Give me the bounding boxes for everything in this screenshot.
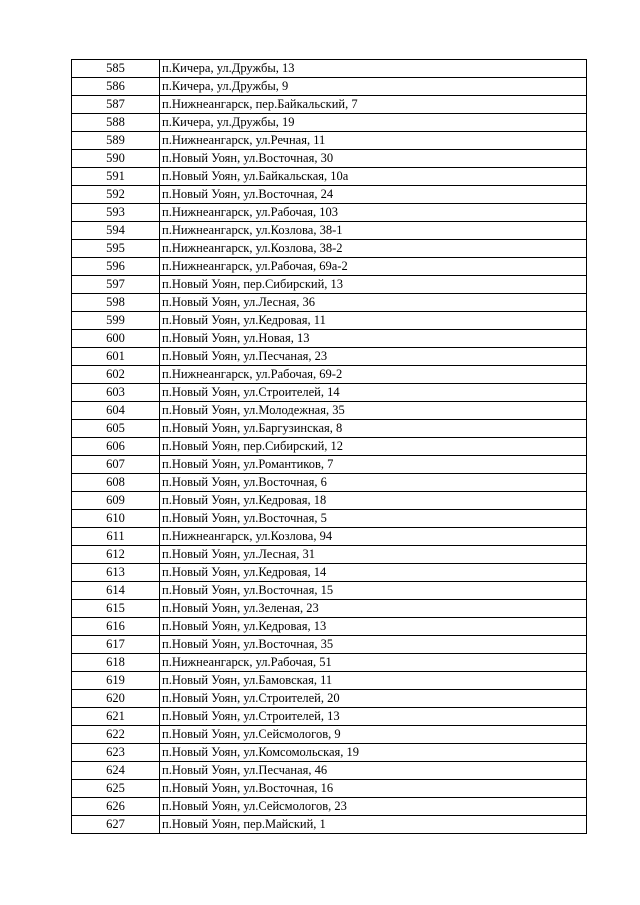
address-cell: п.Новый Уоян, ул.Байкальская, 10а bbox=[160, 168, 587, 186]
row-number-cell: 596 bbox=[72, 258, 160, 276]
table-row bbox=[72, 618, 587, 636]
row-number-cell: 586 bbox=[72, 78, 160, 96]
table-row bbox=[72, 78, 587, 96]
address-cell: п.Новый Уоян, ул.Строителей, 20 bbox=[160, 690, 587, 708]
row-number-cell: 587 bbox=[72, 96, 160, 114]
address-cell: п.Новый Уоян, пер.Майский, 1 bbox=[160, 816, 587, 834]
address-cell: п.Новый Уоян, ул.Баргузинская, 8 bbox=[160, 420, 587, 438]
table-row bbox=[72, 132, 587, 150]
row-number-cell: 592 bbox=[72, 186, 160, 204]
row-number-cell: 605 bbox=[72, 420, 160, 438]
address-cell: п.Новый Уоян, пер.Сибирский, 12 bbox=[160, 438, 587, 456]
table-row bbox=[72, 816, 587, 834]
table-row bbox=[72, 312, 587, 330]
address-cell: п.Кичера, ул.Дружбы, 9 bbox=[160, 78, 587, 96]
address-cell: п.Новый Уоян, ул.Комсомольская, 19 bbox=[160, 744, 587, 762]
row-number-cell: 595 bbox=[72, 240, 160, 258]
table-row bbox=[72, 780, 587, 798]
row-number-cell: 621 bbox=[72, 708, 160, 726]
row-number-cell: 624 bbox=[72, 762, 160, 780]
table-row bbox=[72, 240, 587, 258]
address-cell: п.Новый Уоян, ул.Восточная, 35 bbox=[160, 636, 587, 654]
table-row bbox=[72, 564, 587, 582]
table-row bbox=[72, 402, 587, 420]
address-cell: п.Новый Уоян, ул.Восточная, 6 bbox=[160, 474, 587, 492]
address-table bbox=[71, 59, 587, 834]
row-number-cell: 616 bbox=[72, 618, 160, 636]
table-row bbox=[72, 546, 587, 564]
address-cell: п.Новый Уоян, ул.Романтиков, 7 bbox=[160, 456, 587, 474]
row-number-cell: 613 bbox=[72, 564, 160, 582]
table-row bbox=[72, 150, 587, 168]
table-row bbox=[72, 96, 587, 114]
address-cell: п.Нижнеангарск, ул.Рабочая, 103 bbox=[160, 204, 587, 222]
address-cell: п.Нижнеангарск, пер.Байкальский, 7 bbox=[160, 96, 587, 114]
row-number-cell: 612 bbox=[72, 546, 160, 564]
row-number-cell: 617 bbox=[72, 636, 160, 654]
row-number-cell: 604 bbox=[72, 402, 160, 420]
address-cell: п.Новый Уоян, ул.Сейсмологов, 23 bbox=[160, 798, 587, 816]
table-row bbox=[72, 636, 587, 654]
row-number-cell: 597 bbox=[72, 276, 160, 294]
address-cell: п.Новый Уоян, пер.Сибирский, 13 bbox=[160, 276, 587, 294]
row-number-cell: 602 bbox=[72, 366, 160, 384]
address-cell: п.Новый Уоян, ул.Бамовская, 11 bbox=[160, 672, 587, 690]
table-row bbox=[72, 348, 587, 366]
table-row bbox=[72, 384, 587, 402]
address-cell: п.Новый Уоян, ул.Зеленая, 23 bbox=[160, 600, 587, 618]
row-number-cell: 589 bbox=[72, 132, 160, 150]
table-row bbox=[72, 438, 587, 456]
table-row bbox=[72, 600, 587, 618]
address-cell: п.Новый Уоян, ул.Кедровая, 13 bbox=[160, 618, 587, 636]
table-row bbox=[72, 510, 587, 528]
address-cell: п.Нижнеангарск, ул.Козлова, 94 bbox=[160, 528, 587, 546]
address-cell: п.Нижнеангарск, ул.Рабочая, 51 bbox=[160, 654, 587, 672]
address-cell: п.Новый Уоян, ул.Лесная, 36 bbox=[160, 294, 587, 312]
table-row bbox=[72, 708, 587, 726]
table-row bbox=[72, 528, 587, 546]
address-cell: п.Нижнеангарск, ул.Рабочая, 69-2 bbox=[160, 366, 587, 384]
table-row bbox=[72, 114, 587, 132]
table-row bbox=[72, 420, 587, 438]
row-number-cell: 625 bbox=[72, 780, 160, 798]
address-cell: п.Кичера, ул.Дружбы, 19 bbox=[160, 114, 587, 132]
row-number-cell: 608 bbox=[72, 474, 160, 492]
table-row bbox=[72, 204, 587, 222]
address-cell: п.Нижнеангарск, ул.Козлова, 38-1 bbox=[160, 222, 587, 240]
table-row bbox=[72, 798, 587, 816]
row-number-cell: 590 bbox=[72, 150, 160, 168]
address-cell: п.Новый Уоян, ул.Восточная, 16 bbox=[160, 780, 587, 798]
table-row bbox=[72, 492, 587, 510]
table-row bbox=[72, 582, 587, 600]
row-number-cell: 611 bbox=[72, 528, 160, 546]
row-number-cell: 600 bbox=[72, 330, 160, 348]
row-number-cell: 601 bbox=[72, 348, 160, 366]
address-cell: п.Новый Уоян, ул.Строителей, 13 bbox=[160, 708, 587, 726]
address-cell: п.Нижнеангарск, ул.Козлова, 38-2 bbox=[160, 240, 587, 258]
table-row bbox=[72, 60, 587, 78]
row-number-cell: 599 bbox=[72, 312, 160, 330]
table-row bbox=[72, 222, 587, 240]
table-row bbox=[72, 762, 587, 780]
address-cell: п.Новый Уоян, ул.Песчаная, 46 bbox=[160, 762, 587, 780]
table-row bbox=[72, 726, 587, 744]
row-number-cell: 627 bbox=[72, 816, 160, 834]
row-number-cell: 594 bbox=[72, 222, 160, 240]
table-row bbox=[72, 474, 587, 492]
row-number-cell: 626 bbox=[72, 798, 160, 816]
row-number-cell: 598 bbox=[72, 294, 160, 312]
table-row bbox=[72, 276, 587, 294]
table-row bbox=[72, 294, 587, 312]
table-row bbox=[72, 744, 587, 762]
row-number-cell: 620 bbox=[72, 690, 160, 708]
table-row bbox=[72, 330, 587, 348]
row-number-cell: 603 bbox=[72, 384, 160, 402]
address-cell: п.Нижнеангарск, ул.Речная, 11 bbox=[160, 132, 587, 150]
address-table-body bbox=[72, 60, 587, 834]
row-number-cell: 614 bbox=[72, 582, 160, 600]
address-cell: п.Новый Уоян, ул.Лесная, 31 bbox=[160, 546, 587, 564]
address-cell: п.Нижнеангарск, ул.Рабочая, 69а-2 bbox=[160, 258, 587, 276]
row-number-cell: 588 bbox=[72, 114, 160, 132]
table-row bbox=[72, 366, 587, 384]
table-row bbox=[72, 654, 587, 672]
address-cell: п.Новый Уоян, ул.Песчаная, 23 bbox=[160, 348, 587, 366]
row-number-cell: 615 bbox=[72, 600, 160, 618]
address-cell: п.Новый Уоян, ул.Кедровая, 18 bbox=[160, 492, 587, 510]
row-number-cell: 623 bbox=[72, 744, 160, 762]
row-number-cell: 593 bbox=[72, 204, 160, 222]
address-cell: п.Новый Уоян, ул.Восточная, 30 bbox=[160, 150, 587, 168]
address-cell: п.Новый Уоян, ул.Восточная, 5 bbox=[160, 510, 587, 528]
table-row bbox=[72, 672, 587, 690]
row-number-cell: 622 bbox=[72, 726, 160, 744]
address-cell: п.Кичера, ул.Дружбы, 13 bbox=[160, 60, 587, 78]
row-number-cell: 619 bbox=[72, 672, 160, 690]
address-cell: п.Новый Уоян, ул.Восточная, 15 bbox=[160, 582, 587, 600]
row-number-cell: 585 bbox=[72, 60, 160, 78]
row-number-cell: 610 bbox=[72, 510, 160, 528]
address-cell: п.Новый Уоян, ул.Кедровая, 11 bbox=[160, 312, 587, 330]
row-number-cell: 591 bbox=[72, 168, 160, 186]
table-row bbox=[72, 258, 587, 276]
table-row bbox=[72, 168, 587, 186]
table-row bbox=[72, 690, 587, 708]
address-cell: п.Новый Уоян, ул.Строителей, 14 bbox=[160, 384, 587, 402]
address-cell: п.Новый Уоян, ул.Сейсмологов, 9 bbox=[160, 726, 587, 744]
address-cell: п.Новый Уоян, ул.Кедровая, 14 bbox=[160, 564, 587, 582]
address-cell: п.Новый Уоян, ул.Молодежная, 35 bbox=[160, 402, 587, 420]
row-number-cell: 618 bbox=[72, 654, 160, 672]
row-number-cell: 607 bbox=[72, 456, 160, 474]
address-cell: п.Новый Уоян, ул.Восточная, 24 bbox=[160, 186, 587, 204]
address-cell: п.Новый Уоян, ул.Новая, 13 bbox=[160, 330, 587, 348]
row-number-cell: 606 bbox=[72, 438, 160, 456]
row-number-cell: 609 bbox=[72, 492, 160, 510]
table-row bbox=[72, 186, 587, 204]
table-row bbox=[72, 456, 587, 474]
